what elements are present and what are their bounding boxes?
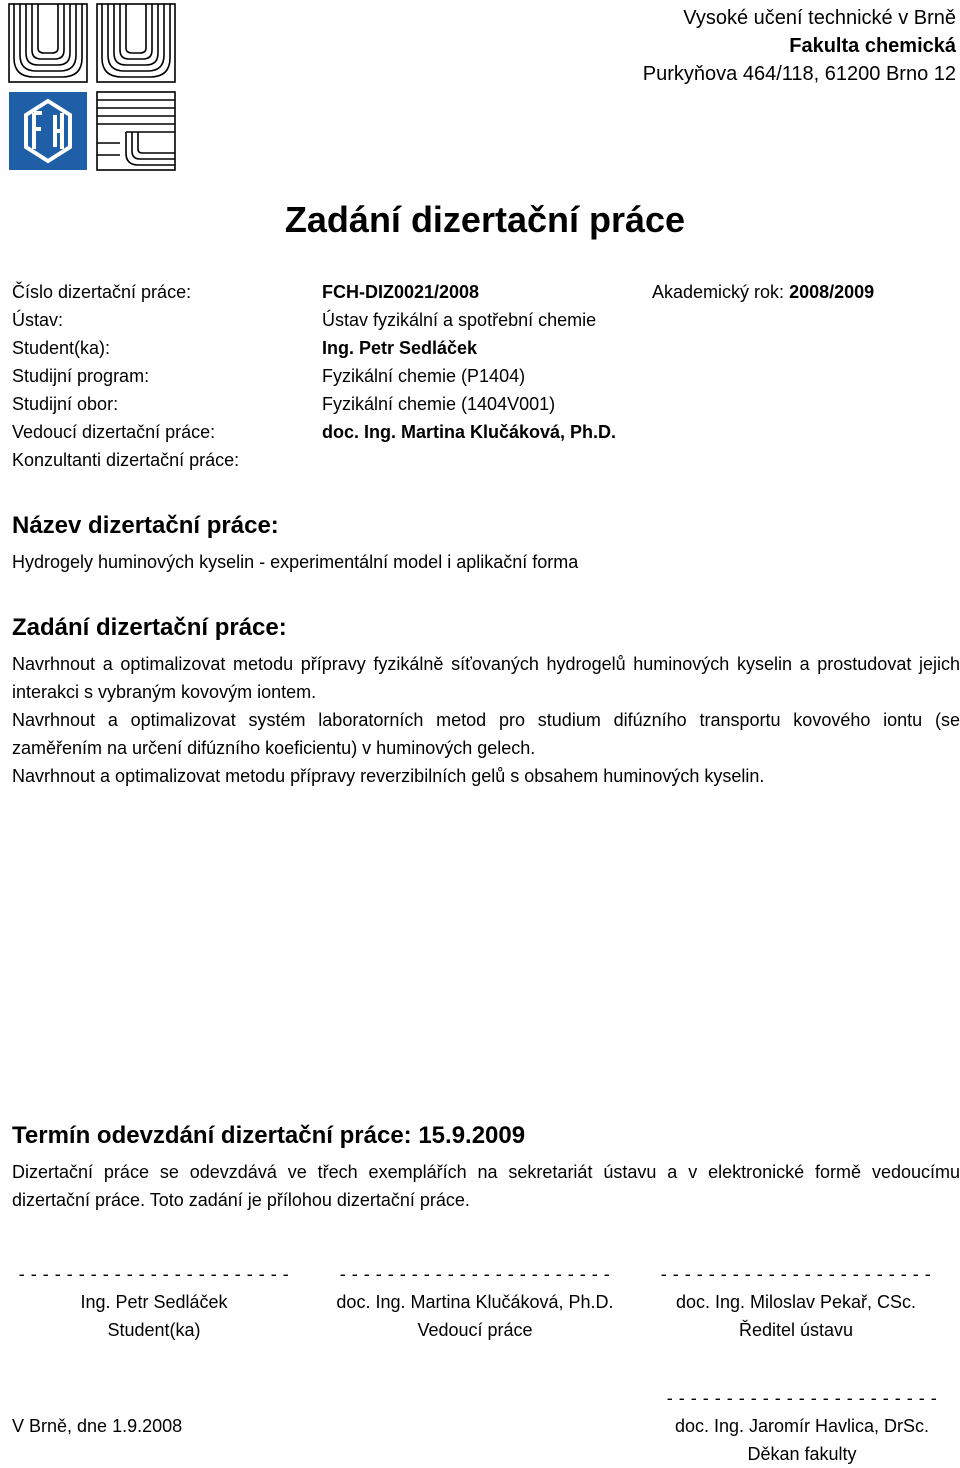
signature-role: Student(ka) bbox=[107, 1320, 201, 1340]
field-label: Studijní obor: bbox=[12, 394, 119, 414]
institution-header bbox=[643, 4, 956, 88]
thesis-title-heading: Název dizertační práce: bbox=[12, 512, 279, 539]
student-label: Student(ka): bbox=[12, 338, 111, 358]
signature-role: Děkan fakulty bbox=[747, 1444, 857, 1464]
signature-student bbox=[4, 1260, 304, 1344]
place-date: V Brně, dne 1.9.2008 bbox=[12, 1416, 183, 1436]
signature-name: doc. Ing. Jaromír Havlica, DrSc. bbox=[674, 1416, 930, 1436]
field-value: Fyzikální chemie (1404V001) bbox=[322, 394, 556, 414]
supervisor-value: doc. Ing. Martina Klučáková, Ph.D. bbox=[322, 422, 617, 442]
signature-line: - - - - - - - - - - - - - - - - - - - - - - - bbox=[18, 1264, 290, 1284]
deadline-text: Dizertační práce se odevzdává ve třech exemplářích na sekretariát ústavu a v elektronické formě vedoucímu dizertační práce. Toto zadání je přílohou dizertační práce. bbox=[12, 1162, 960, 1210]
supervisor-label: Vedoucí dizertační práce: bbox=[12, 422, 216, 442]
institution-address: Purkyňova 464/118, 61200 Brno 12 bbox=[642, 63, 956, 85]
thesis-title-text: Hydrogely huminových kyselin - experimentální model i aplikační forma bbox=[12, 552, 579, 572]
program-value: Fyzikální chemie (P1404) bbox=[322, 366, 526, 386]
signature-name: Ing. Petr Sedláček bbox=[80, 1292, 228, 1312]
deadline-heading: Termín odevzdání dizertační práce: 15.9.2009 bbox=[12, 1122, 526, 1149]
vut-fch-logo-icon bbox=[8, 3, 176, 171]
signature-line: - - - - - - - - - - - - - - - - - - - - - - - bbox=[660, 1264, 932, 1284]
assignment-paragraph: Navrhnout a optimalizovat systém laboratorních metod pro studium difúzního transportu kovového iontu (se zaměřením na určení difúzního koeficientu) v huminových gelech. bbox=[12, 710, 960, 758]
number-value: FCH-DIZ0021/2008 bbox=[322, 282, 480, 302]
faculty-name: Fakulta chemická bbox=[789, 35, 956, 57]
institute-value: Ústav fyzikální a spotřební chemie bbox=[322, 310, 597, 330]
student-value: Ing. Petr Sedláček bbox=[322, 338, 478, 358]
faculty-logo bbox=[8, 3, 176, 171]
institute-label: Ústav: bbox=[12, 310, 64, 330]
signature-line: - - - - - - - - - - - - - - - - - - - - - - - bbox=[339, 1264, 611, 1284]
consultants-label: Konzultanti dizertační práce: bbox=[12, 450, 240, 470]
signature-name: doc. Ing. Miloslav Pekař, CSc. bbox=[675, 1292, 917, 1312]
signature-line: - - - - - - - - - - - - - - - - - - - - - - - bbox=[666, 1388, 938, 1408]
year-value: 2008/2009 bbox=[789, 282, 875, 302]
academic-year bbox=[652, 278, 874, 306]
signature-supervisor bbox=[325, 1260, 625, 1344]
signature-director bbox=[646, 1260, 946, 1344]
assignment-paragraph: Navrhnout a optimalizovat metodu přípravy fyzikálně síťovaných hydrogelů huminových kyselin a prostudovat jejich interakci s vybraným kovovým iontem. bbox=[12, 654, 960, 702]
number-label: Číslo dizertační práce: bbox=[12, 282, 192, 302]
assignment-heading: Zadání dizertační práce: bbox=[12, 614, 287, 641]
university-name: Vysoké učení technické v Brně bbox=[683, 7, 956, 29]
year-label: Akademický rok: bbox=[652, 282, 785, 302]
program-label: Studijní program: bbox=[12, 366, 150, 386]
page-title: Zadání dizertační práce bbox=[284, 199, 686, 240]
signature-dean bbox=[652, 1384, 952, 1468]
assignment-paragraph: Navrhnout a optimalizovat metodu přípravy reverzibilních gelů s obsahem huminových kyselin. bbox=[12, 766, 765, 786]
signature-role: Ředitel ústavu bbox=[738, 1320, 854, 1340]
signature-role: Vedoucí práce bbox=[417, 1320, 533, 1340]
signature-name: doc. Ing. Martina Klučáková, Ph.D. bbox=[336, 1292, 614, 1312]
